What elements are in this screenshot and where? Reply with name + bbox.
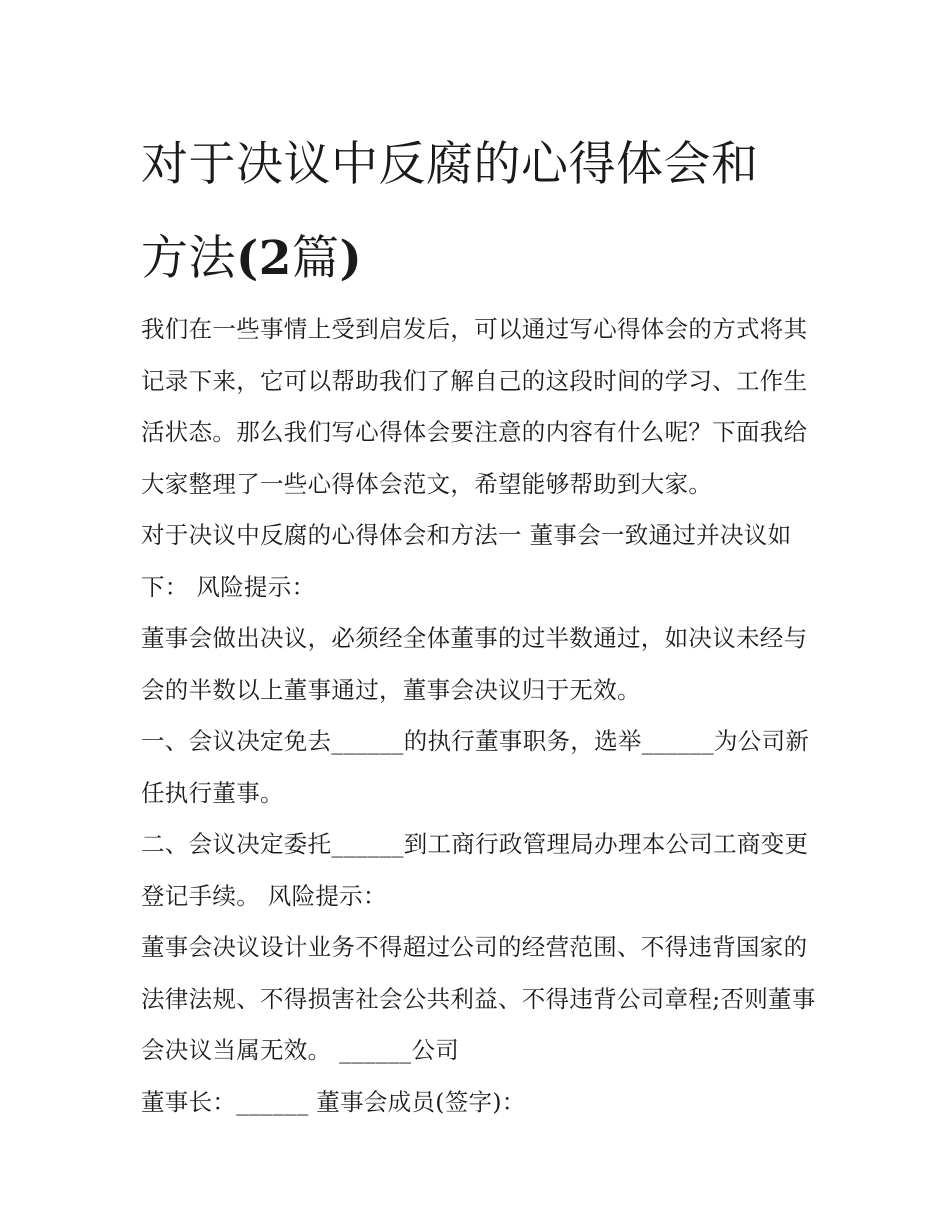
document-page: [141, 118, 821, 1128]
document-title: [141, 118, 821, 306]
title-line-2-count: (2: [236, 231, 292, 286]
paragraph-intro: 我们在一些事情上受到启发后，可以通过写心得体会的方式将其记录下来，它可以帮助我们了解自己的这段时间的学习、工作生活状态。那么我们写心得体会要注意的内容有什么呢？下面我给大家整理了一些心得体会范文，希望能够帮助到大家。: [141, 315, 808, 498]
title-line-1: 对于决议中反腐的心得体会和: [141, 137, 759, 192]
paragraph-resolution-rule: 董事会做出决议，必须经全体董事的过半数通过，如决议未经与会的半数以上董事通过，董事会决议归于无效。: [141, 624, 808, 704]
paragraph-method-one: 对于决议中反腐的心得体会和方法一 董事会一致通过并决议如下： 风险提示：: [141, 521, 792, 601]
paragraph-item-two: 二、会议决定委托______到工商行政管理局办理本公司工商变更登记手续。 风险提示：: [141, 830, 809, 910]
paragraph-risk-note: 董事会决议设计业务不得超过公司的经营范围、不得违背国家的法律法规、不得损害社会公共利益、不得违背公司章程;否则董事会决议当属无效。 ______公司: [141, 933, 816, 1064]
title-line-2-text: 方法: [141, 231, 236, 286]
paragraph-signature: 董事长：______ 董事会成员(签字)：: [141, 1087, 526, 1116]
title-line-2-close: ): [339, 231, 363, 286]
title-line-2-unit: 篇: [291, 231, 340, 286]
paragraph-item-one: 一、会议决定免去______的执行董事职务，选举______为公司新任执行董事。: [141, 727, 810, 807]
